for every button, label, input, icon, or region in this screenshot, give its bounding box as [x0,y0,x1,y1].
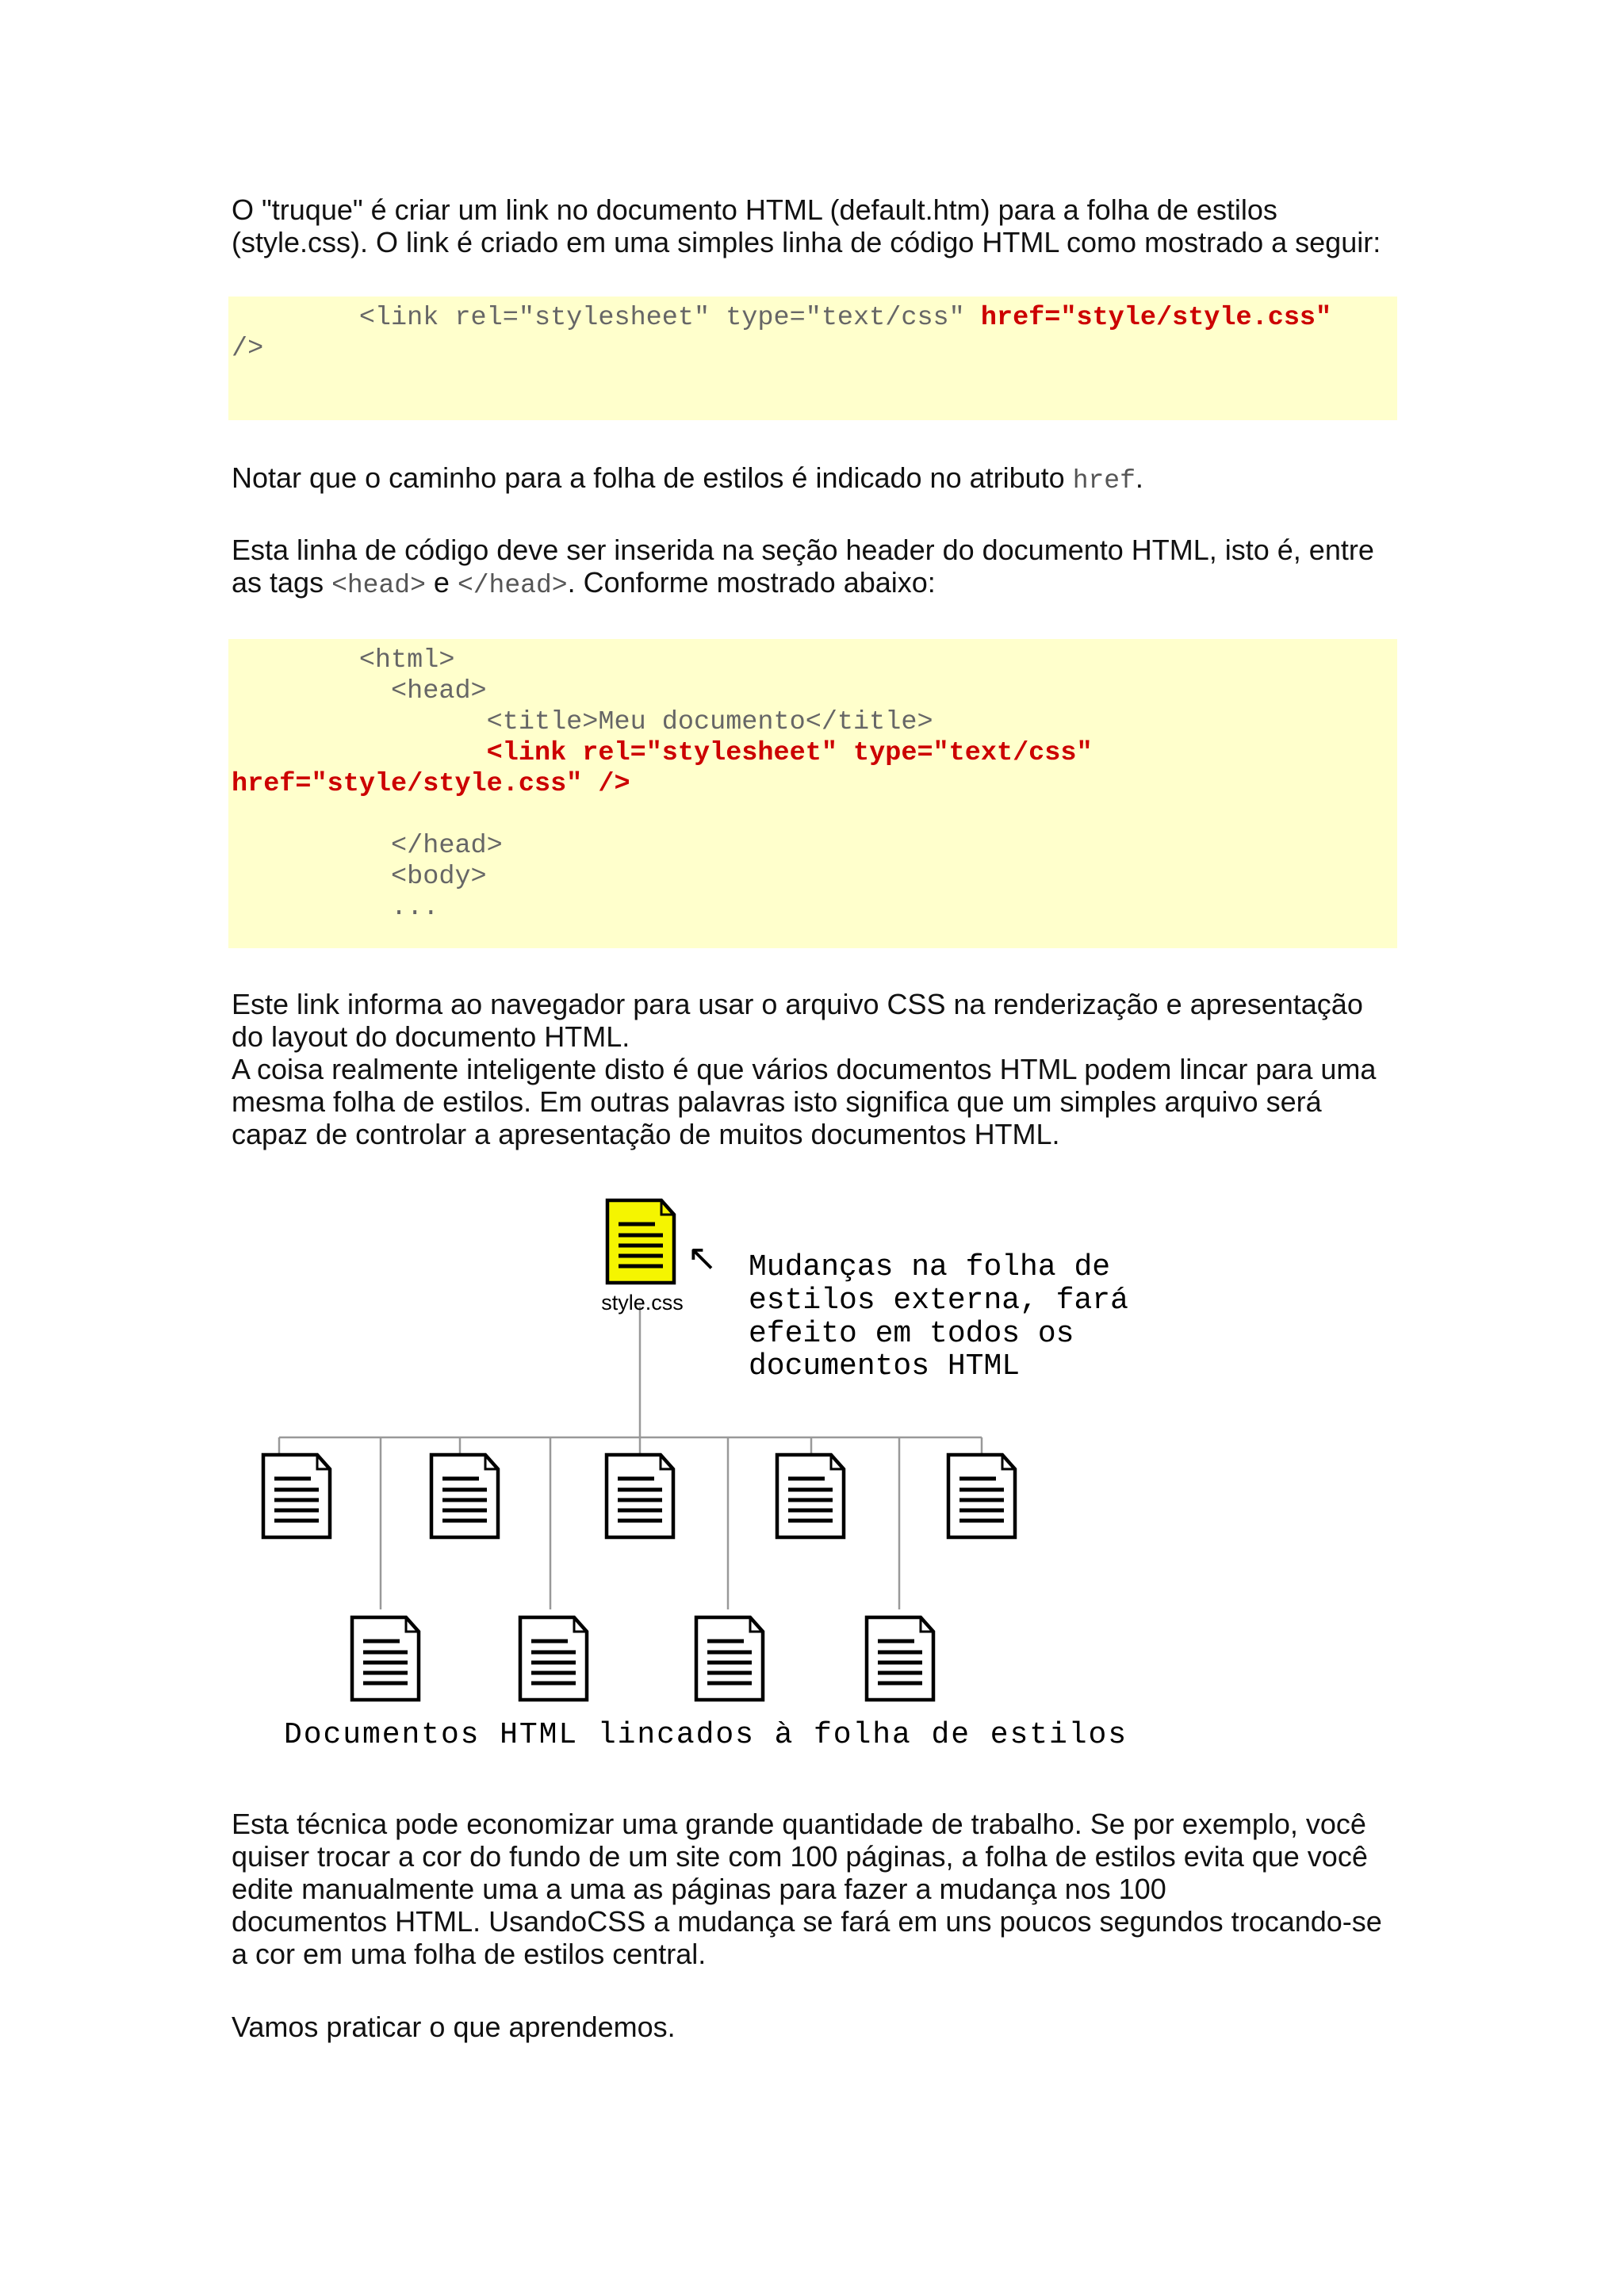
header-line-2-post: . Conforme mostrado abaixo: [567,566,936,599]
href-attribute-code: href [1072,466,1136,496]
technique-line-4: documentos HTML. UsandoCSS a mudança se fará em uns poucos segundos trocando-se [232,1905,1382,1938]
html-document-icon [352,1617,419,1700]
header-line-1: Esta linha de código deve ser inserida na seção header do documento HTML, isto é, entre [232,534,1374,566]
code-html-head: <html> <head> <title>Meu documento</title> [358,645,933,737]
note-line-1: Mudanças na folha de [749,1250,1111,1284]
html-document-icon [948,1455,1015,1537]
link-line-1: Este link informa ao navegador para usar o arquivo CSS na renderização e apresentação [232,988,1363,1020]
html-document-icon [607,1455,673,1537]
code-html-tail: </head> <body> ... [391,831,503,923]
intro-line-2: (style.css). O link é criado em uma simples linha de código HTML como mostrado a seguir: [232,226,1381,258]
head-tag-code: <head> [331,571,426,600]
html-document-icon [431,1455,498,1537]
html-docs-bottom-row [352,1617,933,1700]
href-note-end: . [1135,461,1143,494]
note-line-4: documentos HTML [749,1349,1021,1383]
code-link-href: href="style/style.css" [980,303,1332,333]
technique-line-5: a cor em uma folha de estilos central. [232,1938,707,1970]
href-note-text: Notar que o caminho para a folha de estilos é indicado no atributo [232,461,1073,494]
technique-line-3: edite manualmente uma a uma as páginas para fazer a mudança nos 100 [232,1873,1166,1905]
link-line-2: do layout do documento HTML. [232,1020,630,1053]
code-link-close: /> [232,334,264,364]
header-line-2-pre: as tags [232,566,332,599]
technique-line-2: quiser trocar a cor do fundo de um site com 100 páginas, a folha de estilos evita que você [232,1840,1368,1873]
stylesheet-note [749,1250,1128,1383]
header-line-2-mid: e [425,566,458,599]
code-html-link: <link rel="stylesheet" type="text/css" href="style/style.css" /> [232,738,1093,799]
link-line-3: A coisa realmente inteligente disto é que vários documentos HTML podem lincar para uma [232,1053,1377,1085]
link-line-4: mesma folha de estilos. Em outras palavras isto significa que um simples arquivo será [232,1085,1322,1118]
closing-paragraph [232,2011,1405,2043]
html-document-icon [520,1617,587,1700]
technique-paragraph [232,1808,1405,1970]
link-line-5: capaz de controlar a apresentação de muitos documentos HTML. [232,1118,1060,1150]
closing-text: Vamos praticar o que aprendemos. [232,2011,676,2043]
html-docs-top-row [263,1455,1015,1537]
html-document-icon [867,1617,933,1700]
html-document-icon [263,1455,330,1537]
end-head-tag-code: </head> [457,571,568,600]
intro-line-1: O "truque" é criar um link no documento HTML (default.htm) para a folha de estilos [232,193,1277,226]
stylesheet-file-icon [607,1200,674,1283]
stylesheet-file-label: style.css [601,1291,684,1314]
code-link-plain: <link rel="stylesheet" type="text/css" [232,303,981,333]
html-document-icon [696,1617,763,1700]
html-document-icon [777,1455,844,1537]
note-line-3: efeito em todos os [749,1317,1074,1351]
technique-line-1: Esta técnica pode economizar uma grande quantidade de trabalho. Se por exemplo, você [232,1808,1366,1840]
diagram-caption: Documentos HTML lincados à folha de estilos [284,1718,1126,1752]
note-line-2: estilos externa, fará [749,1284,1128,1318]
arrow-icon: ↖ [687,1236,718,1279]
